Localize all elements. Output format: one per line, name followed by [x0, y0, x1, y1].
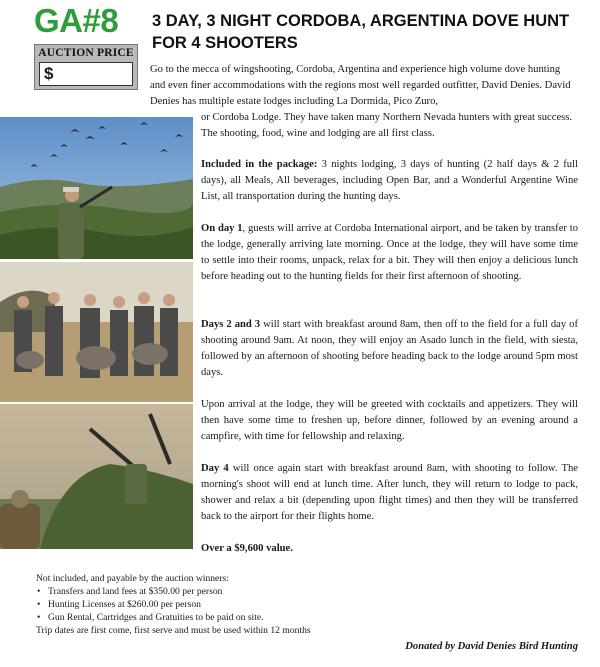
notes-item: • Hunting Licenses at $260.00 per person	[46, 598, 416, 611]
photo-dove-flight	[0, 117, 193, 259]
package-text: 3 nights lodging, 3 days of hunting (2 half days & 2 full days), all Meals, All beverages, including Open Bar, and a Wonderful Argentine Wine List, all transportation during the hunting days.	[201, 159, 578, 202]
days23-paragraph	[201, 317, 578, 381]
auction-price-label: AUCTION PRICE	[38, 47, 134, 59]
notes-list	[36, 585, 416, 624]
day4-paragraph	[201, 461, 578, 525]
notes-heading: Not included, and payable by the auction winners:	[36, 573, 229, 584]
notes-footer: Trip dates are first come, first serve and must be used within 12 months	[36, 625, 311, 636]
package-label: Included in the package:	[201, 159, 318, 170]
auction-price-box	[34, 44, 138, 90]
notes-item: • Gun Rental, Cartridges and Gratuities to be paid on site.	[46, 611, 416, 624]
day4-label: Day 4	[201, 463, 229, 474]
day1-text: , guests will arrive at Cordoba International airport, and be taken by transfer to the lodge, generally arriving late morning. Once at the lodge, they will have some time to settle into their rooms, unpack, relax for a bit. They will then enjoy a delicious lunch before heading out to the hunting fields for their first afternoon of shooting.	[201, 223, 578, 282]
title-line-1: 3 DAY, 3 NIGHT CORDOBA, ARGENTINA DOVE HUNT	[152, 12, 570, 30]
day1-label: On day 1	[201, 223, 243, 234]
donated-by: Donated by David Denies Bird Hunting	[405, 641, 578, 652]
photo-shooting-image	[0, 404, 193, 549]
lot-title	[152, 10, 592, 54]
lot-code: GA#8	[34, 2, 119, 39]
photo-shooting	[0, 404, 193, 549]
not-included-notes	[36, 572, 416, 637]
days23-label: Days 2 and 3	[201, 319, 261, 330]
title-line-2: FOR 4 SHOOTERS	[152, 34, 298, 52]
day4-text: will once again start with breakfast around 8am, with shooting to follow. The morning's shoot will end at lunch time. After lunch, they will return to lodge to pack, shower and relax a bit (depending upon flight times) and then they will be transferred back to the airport for their flights home.	[201, 463, 578, 522]
auction-price-field[interactable]: $	[39, 62, 133, 86]
package-paragraph	[201, 157, 578, 205]
intro-paragraph: Go to the mecca of wingshooting, Cordoba, Argentina and experience high volume dove hunting and even finer accommodations with the regions most well regarded outfitter, David Denies. David Denies has multiple estate lodges including La Dormida, Pico Zuro,	[150, 64, 571, 107]
day1-paragraph	[201, 221, 578, 285]
arrival-paragraph: Upon arrival at the lodge, they will be greeted with cocktails and appetizers. They will then have some time to freshen up, before dinner, followed by an evening around a campfire, with time for fellowship and relaxing.	[201, 399, 578, 442]
photo-dove-flight-image	[0, 117, 193, 259]
photo-hunting-group	[0, 262, 193, 402]
days23-text: will start with breakfast around 8am, then off to the field for a full day of shooting around 9am. At noon, they will enjoy an Asado lunch in the field, with siesta, followed by an afternoon of shooting before heading back to the lodge around 5pm most days.	[201, 319, 578, 378]
notes-item: • Transfers and land fees at $350.00 per person	[46, 585, 416, 598]
photo-hunting-group-image	[0, 262, 193, 402]
intro-paragraph-continued: or Cordoba Lodge. They have taken many Northern Nevada hunters with great success. The shooting, food, wine and lodging are all first class.	[201, 112, 573, 139]
value-text: Over a $9,600 value.	[201, 543, 293, 554]
value-statement	[201, 541, 578, 557]
